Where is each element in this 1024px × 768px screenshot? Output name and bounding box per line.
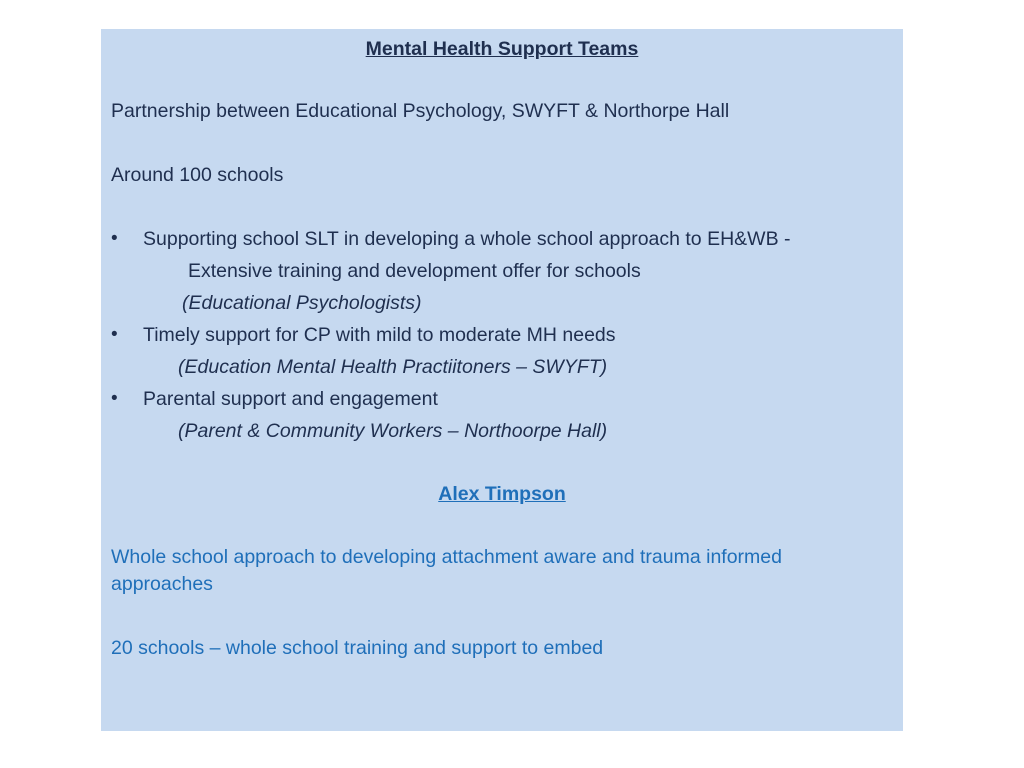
whole-school-approach-text: Whole school approach to developing attachment aware and trauma informed approaches bbox=[111, 546, 782, 596]
bullet-sub-ehmp: (Education Mental Health Practiitoners – SWYFT) bbox=[178, 356, 608, 378]
person-name-link[interactable]: Alex Timpson bbox=[438, 483, 566, 505]
bullet-text-slt: Supporting school SLT in developing a whole school approach to EH&WB - bbox=[143, 228, 791, 250]
twenty-schools-text: 20 schools – whole school training and support to embed bbox=[111, 637, 604, 659]
content-box bbox=[101, 29, 903, 731]
bullet-text-parental-support: Parental support and engagement bbox=[143, 388, 438, 410]
bullet-text-timely-support: Timely support for CP with mild to moderate MH needs bbox=[143, 324, 616, 346]
bullet-glyph: • bbox=[111, 388, 118, 409]
bullet-glyph: • bbox=[111, 228, 118, 249]
schools-count-text: Around 100 schools bbox=[111, 164, 284, 186]
bullet-sub-training: Extensive training and development offer for schools bbox=[188, 260, 641, 282]
bullet-sub-educational-psychologists: (Educational Psychologists) bbox=[182, 292, 422, 314]
bullet-glyph: • bbox=[111, 324, 118, 345]
bullet-sub-parent-community: (Parent & Community Workers – Northoorpe Hall) bbox=[178, 420, 608, 442]
page-title: Mental Health Support Teams bbox=[365, 38, 639, 60]
partnership-text: Partnership between Educational Psychology, SWYFT & Northorpe Hall bbox=[111, 100, 730, 122]
